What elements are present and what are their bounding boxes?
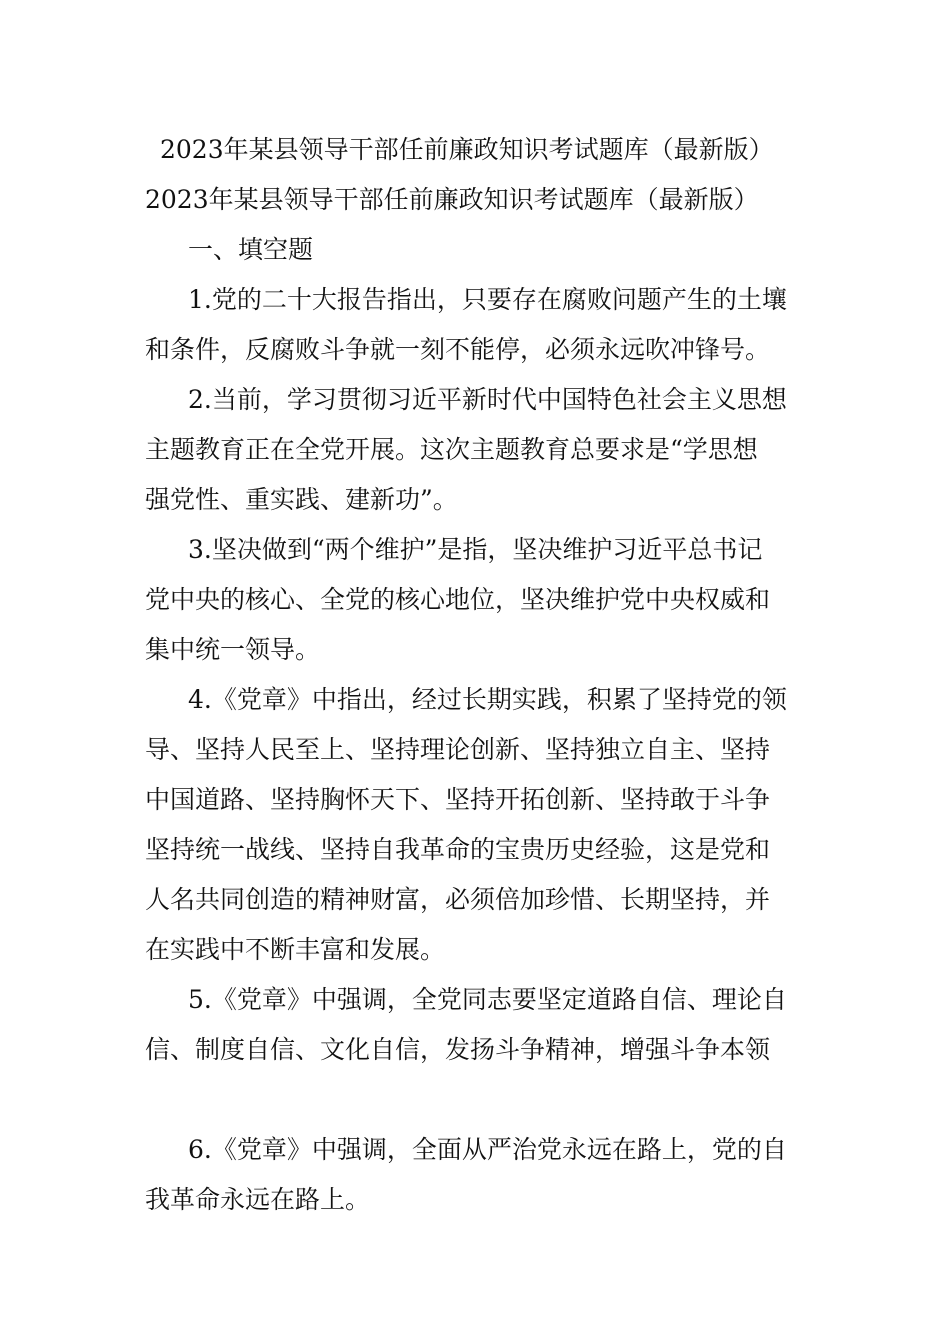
document-title: 2023年某县领导干部任前廉政知识考试题库（最新版）: [160, 135, 774, 164]
question-3-line-2: 党中央的核心、全党的核心地位，坚决维护党中央权威和: [145, 585, 771, 614]
question-5-line-1: 5.《党章》中强调，全党同志要坚定道路自信、理论自: [188, 985, 787, 1014]
question-3-line-3: 集中统一领导。: [145, 635, 321, 664]
question-4-line-6: 在实践中不断丰富和发展。: [145, 935, 446, 964]
question-4-line-1: 4.《党章》中指出，经过长期实践，积累了坚持党的领: [188, 685, 787, 714]
question-6-line-2: 我革命永远在路上。: [145, 1185, 371, 1214]
question-1-line-2: 和条件，反腐败斗争就一刻不能停，必须永远吹冲锋号。: [145, 335, 771, 364]
question-6-line-1: 6.《党章》中强调，全面从严治党永远在路上，党的自: [188, 1135, 787, 1164]
question-2-line-1: 2.当前，学习贯彻习近平新时代中国特色社会主义思想: [188, 385, 787, 414]
question-4-line-2: 导、坚持人民至上、坚持理论创新、坚持独立自主、坚持: [145, 735, 771, 764]
section-heading: 一、填空题: [188, 235, 314, 264]
question-1-line-1: 1.党的二十大报告指出，只要存在腐败问题产生的土壤: [188, 285, 787, 314]
question-4-line-5: 人名共同创造的精神财富，必须倍加珍惜、长期坚持，并: [145, 885, 771, 914]
question-2-line-3: 强党性、重实践、建新功”。: [145, 485, 458, 514]
question-3-line-1: 3.坚决做到“两个维护”是指，坚决维护习近平总书记: [188, 535, 763, 564]
question-4-line-3: 中国道路、坚持胸怀天下、坚持开拓创新、坚持敢于斗争: [145, 785, 771, 814]
question-2-line-2: 主题教育正在全党开展。这次主题教育总要求是“学思想: [145, 435, 758, 464]
document-subtitle: 2023年某县领导干部任前廉政知识考试题库（最新版）: [145, 185, 759, 214]
question-4-line-4: 坚持统一战线、坚持自我革命的宝贵历史经验，这是党和: [145, 835, 771, 864]
question-5-line-2: 信、制度自信、文化自信，发扬斗争精神，增强斗争本领: [145, 1035, 771, 1064]
